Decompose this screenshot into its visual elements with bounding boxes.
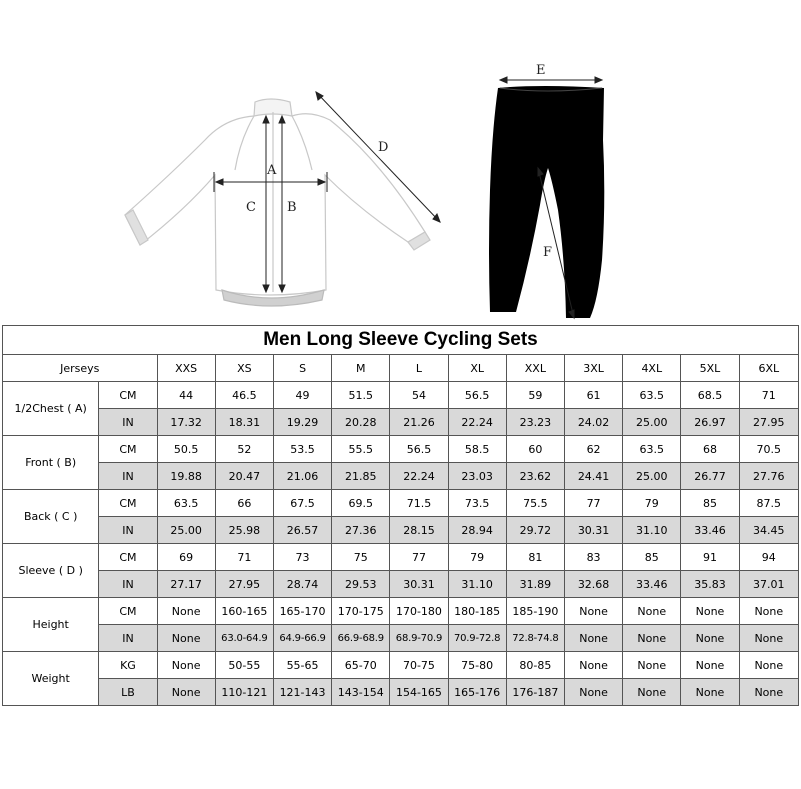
value-cell: 70.5 — [739, 436, 798, 463]
size-header-xxs: XXS — [157, 355, 215, 382]
value-cell: 75 — [332, 544, 390, 571]
value-cell: 87.5 — [739, 490, 798, 517]
value-cell: 54 — [390, 382, 448, 409]
value-cell: 75.5 — [506, 490, 564, 517]
value-cell: None — [739, 652, 798, 679]
value-cell: None — [739, 625, 798, 652]
size-header-5xl: 5XL — [681, 355, 739, 382]
value-cell: 50.5 — [157, 436, 215, 463]
value-cell: 52 — [215, 436, 273, 463]
dimension-label-e: E — [536, 63, 546, 78]
value-cell: 50-55 — [215, 652, 273, 679]
value-cell: 77 — [390, 544, 448, 571]
table-header-row — [3, 355, 799, 382]
value-cell: 31.89 — [506, 571, 564, 598]
measurement-label: 1/2Chest ( A) — [3, 382, 99, 436]
value-cell: 23.23 — [506, 409, 564, 436]
measurement-label: Front ( B) — [3, 436, 99, 490]
value-cell: 69.5 — [332, 490, 390, 517]
size-header-3xl: 3XL — [564, 355, 622, 382]
value-cell: None — [623, 625, 681, 652]
value-cell: 70.9-72.8 — [448, 625, 506, 652]
value-cell: 73 — [273, 544, 331, 571]
value-cell: 72.8-74.8 — [506, 625, 564, 652]
value-cell: None — [681, 652, 739, 679]
value-cell: None — [157, 625, 215, 652]
table-row — [3, 571, 799, 598]
value-cell: None — [157, 679, 215, 706]
value-cell: 80-85 — [506, 652, 564, 679]
measurement-label: Height — [3, 598, 99, 652]
jersey-drawing — [125, 99, 430, 306]
size-header-6xl: 6XL — [739, 355, 798, 382]
value-cell: None — [681, 625, 739, 652]
value-cell: 25.00 — [623, 409, 681, 436]
dimension-label-b: B — [287, 200, 297, 215]
value-cell: 85 — [623, 544, 681, 571]
value-cell: 21.26 — [390, 409, 448, 436]
unit-cell: IN — [99, 571, 157, 598]
table-row — [3, 679, 799, 706]
value-cell: 75-80 — [448, 652, 506, 679]
value-cell: 62 — [564, 436, 622, 463]
value-cell: 31.10 — [448, 571, 506, 598]
value-cell: 27.36 — [332, 517, 390, 544]
value-cell: 55-65 — [273, 652, 331, 679]
value-cell: 27.76 — [739, 463, 798, 490]
value-cell: 63.5 — [623, 382, 681, 409]
value-cell: 79 — [448, 544, 506, 571]
value-cell: 85 — [681, 490, 739, 517]
table-row — [3, 517, 799, 544]
value-cell: 27.95 — [739, 409, 798, 436]
value-cell: 18.31 — [215, 409, 273, 436]
value-cell: 160-165 — [215, 598, 273, 625]
value-cell: 79 — [623, 490, 681, 517]
value-cell: 29.72 — [506, 517, 564, 544]
value-cell: None — [739, 679, 798, 706]
value-cell: None — [739, 598, 798, 625]
value-cell: 24.02 — [564, 409, 622, 436]
table-row — [3, 463, 799, 490]
value-cell: 23.03 — [448, 463, 506, 490]
unit-cell: CM — [99, 598, 157, 625]
value-cell: 26.97 — [681, 409, 739, 436]
unit-cell: CM — [99, 490, 157, 517]
jersey-dimension-lines — [214, 92, 440, 292]
size-header-xxl: XXL — [506, 355, 564, 382]
value-cell: 143-154 — [332, 679, 390, 706]
value-cell: 25.98 — [215, 517, 273, 544]
value-cell: 53.5 — [273, 436, 331, 463]
value-cell: 20.47 — [215, 463, 273, 490]
value-cell: 66.9-68.9 — [332, 625, 390, 652]
dimension-label-c: C — [246, 200, 256, 215]
value-cell: 55.5 — [332, 436, 390, 463]
unit-cell: CM — [99, 544, 157, 571]
value-cell: 30.31 — [564, 517, 622, 544]
value-cell: 170-180 — [390, 598, 448, 625]
dimension-label-f: F — [543, 245, 553, 260]
table-row — [3, 436, 799, 463]
value-cell: 37.01 — [739, 571, 798, 598]
value-cell: 31.10 — [623, 517, 681, 544]
table-row — [3, 409, 799, 436]
size-chart-table — [2, 325, 799, 706]
unit-cell: CM — [99, 382, 157, 409]
table-row — [3, 598, 799, 625]
value-cell: 26.57 — [273, 517, 331, 544]
value-cell: 26.77 — [681, 463, 739, 490]
value-cell: 56.5 — [448, 382, 506, 409]
value-cell: 28.74 — [273, 571, 331, 598]
value-cell: 83 — [564, 544, 622, 571]
value-cell: 121-143 — [273, 679, 331, 706]
value-cell: 27.17 — [157, 571, 215, 598]
value-cell: 19.29 — [273, 409, 331, 436]
value-cell: 63.5 — [157, 490, 215, 517]
size-header-xs: XS — [215, 355, 273, 382]
size-header-xl: XL — [448, 355, 506, 382]
value-cell: 71.5 — [390, 490, 448, 517]
value-cell: None — [564, 679, 622, 706]
value-cell: 28.94 — [448, 517, 506, 544]
value-cell: 176-187 — [506, 679, 564, 706]
value-cell: 66 — [215, 490, 273, 517]
value-cell: 68.5 — [681, 382, 739, 409]
value-cell: 63.5 — [623, 436, 681, 463]
value-cell: None — [564, 625, 622, 652]
value-cell: None — [681, 679, 739, 706]
value-cell: 63.0-64.9 — [215, 625, 273, 652]
value-cell: None — [564, 598, 622, 625]
value-cell: 25.00 — [623, 463, 681, 490]
size-header-l: L — [390, 355, 448, 382]
value-cell: 81 — [506, 544, 564, 571]
measurement-label: Weight — [3, 652, 99, 706]
value-cell: 21.06 — [273, 463, 331, 490]
value-cell: 30.31 — [390, 571, 448, 598]
value-cell: 21.85 — [332, 463, 390, 490]
value-cell: 17.32 — [157, 409, 215, 436]
value-cell: 49 — [273, 382, 331, 409]
value-cell: 56.5 — [390, 436, 448, 463]
value-cell: 33.46 — [623, 571, 681, 598]
value-cell: 24.41 — [564, 463, 622, 490]
value-cell: 58.5 — [448, 436, 506, 463]
value-cell: 71 — [215, 544, 273, 571]
table-title: Men Long Sleeve Cycling Sets — [3, 326, 799, 355]
value-cell: 19.88 — [157, 463, 215, 490]
table-row — [3, 544, 799, 571]
value-cell: 34.45 — [739, 517, 798, 544]
value-cell: 165-170 — [273, 598, 331, 625]
value-cell: 94 — [739, 544, 798, 571]
value-cell: 185-190 — [506, 598, 564, 625]
value-cell: 73.5 — [448, 490, 506, 517]
value-cell: 64.9-66.9 — [273, 625, 331, 652]
product-illustration — [0, 0, 801, 325]
measurement-label: Back ( C ) — [3, 490, 99, 544]
value-cell: None — [157, 652, 215, 679]
value-cell: None — [623, 679, 681, 706]
value-cell: 180-185 — [448, 598, 506, 625]
value-cell: 22.24 — [390, 463, 448, 490]
value-cell: 44 — [157, 382, 215, 409]
value-cell: 77 — [564, 490, 622, 517]
table-title-row — [3, 326, 799, 355]
table-row — [3, 625, 799, 652]
unit-cell: LB — [99, 679, 157, 706]
size-header-4xl: 4XL — [623, 355, 681, 382]
unit-cell: CM — [99, 436, 157, 463]
table-row — [3, 652, 799, 679]
value-cell: 20.28 — [332, 409, 390, 436]
value-cell: 71 — [739, 382, 798, 409]
measurement-label: Sleeve ( D ) — [3, 544, 99, 598]
table-row — [3, 382, 799, 409]
value-cell: None — [564, 652, 622, 679]
value-cell: 110-121 — [215, 679, 273, 706]
value-cell: 70-75 — [390, 652, 448, 679]
value-cell: 29.53 — [332, 571, 390, 598]
value-cell: 28.15 — [390, 517, 448, 544]
unit-cell: KG — [99, 652, 157, 679]
value-cell: 51.5 — [332, 382, 390, 409]
value-cell: 67.5 — [273, 490, 331, 517]
value-cell: None — [157, 598, 215, 625]
value-cell: 69 — [157, 544, 215, 571]
value-cell: 154-165 — [390, 679, 448, 706]
value-cell: 46.5 — [215, 382, 273, 409]
size-header-s: S — [273, 355, 331, 382]
unit-cell: IN — [99, 517, 157, 544]
unit-cell: IN — [99, 625, 157, 652]
header-jerseys: Jerseys — [3, 355, 158, 382]
value-cell: 25.00 — [157, 517, 215, 544]
value-cell: 170-175 — [332, 598, 390, 625]
dimension-label-a: A — [267, 163, 277, 178]
value-cell: 22.24 — [448, 409, 506, 436]
value-cell: 61 — [564, 382, 622, 409]
unit-cell: IN — [99, 409, 157, 436]
value-cell: 23.62 — [506, 463, 564, 490]
value-cell: 33.46 — [681, 517, 739, 544]
value-cell: 68.9-70.9 — [390, 625, 448, 652]
value-cell: None — [623, 598, 681, 625]
value-cell: 91 — [681, 544, 739, 571]
value-cell: 32.68 — [564, 571, 622, 598]
value-cell: 35.83 — [681, 571, 739, 598]
dimension-label-d: D — [378, 140, 389, 155]
jersey-pants-diagram — [0, 0, 801, 325]
value-cell: 59 — [506, 382, 564, 409]
value-cell: 60 — [506, 436, 564, 463]
value-cell: 65-70 — [332, 652, 390, 679]
value-cell: 68 — [681, 436, 739, 463]
unit-cell: IN — [99, 463, 157, 490]
value-cell: 165-176 — [448, 679, 506, 706]
size-header-m: M — [332, 355, 390, 382]
value-cell: None — [623, 652, 681, 679]
table-row — [3, 490, 799, 517]
value-cell: 27.95 — [215, 571, 273, 598]
value-cell: None — [681, 598, 739, 625]
